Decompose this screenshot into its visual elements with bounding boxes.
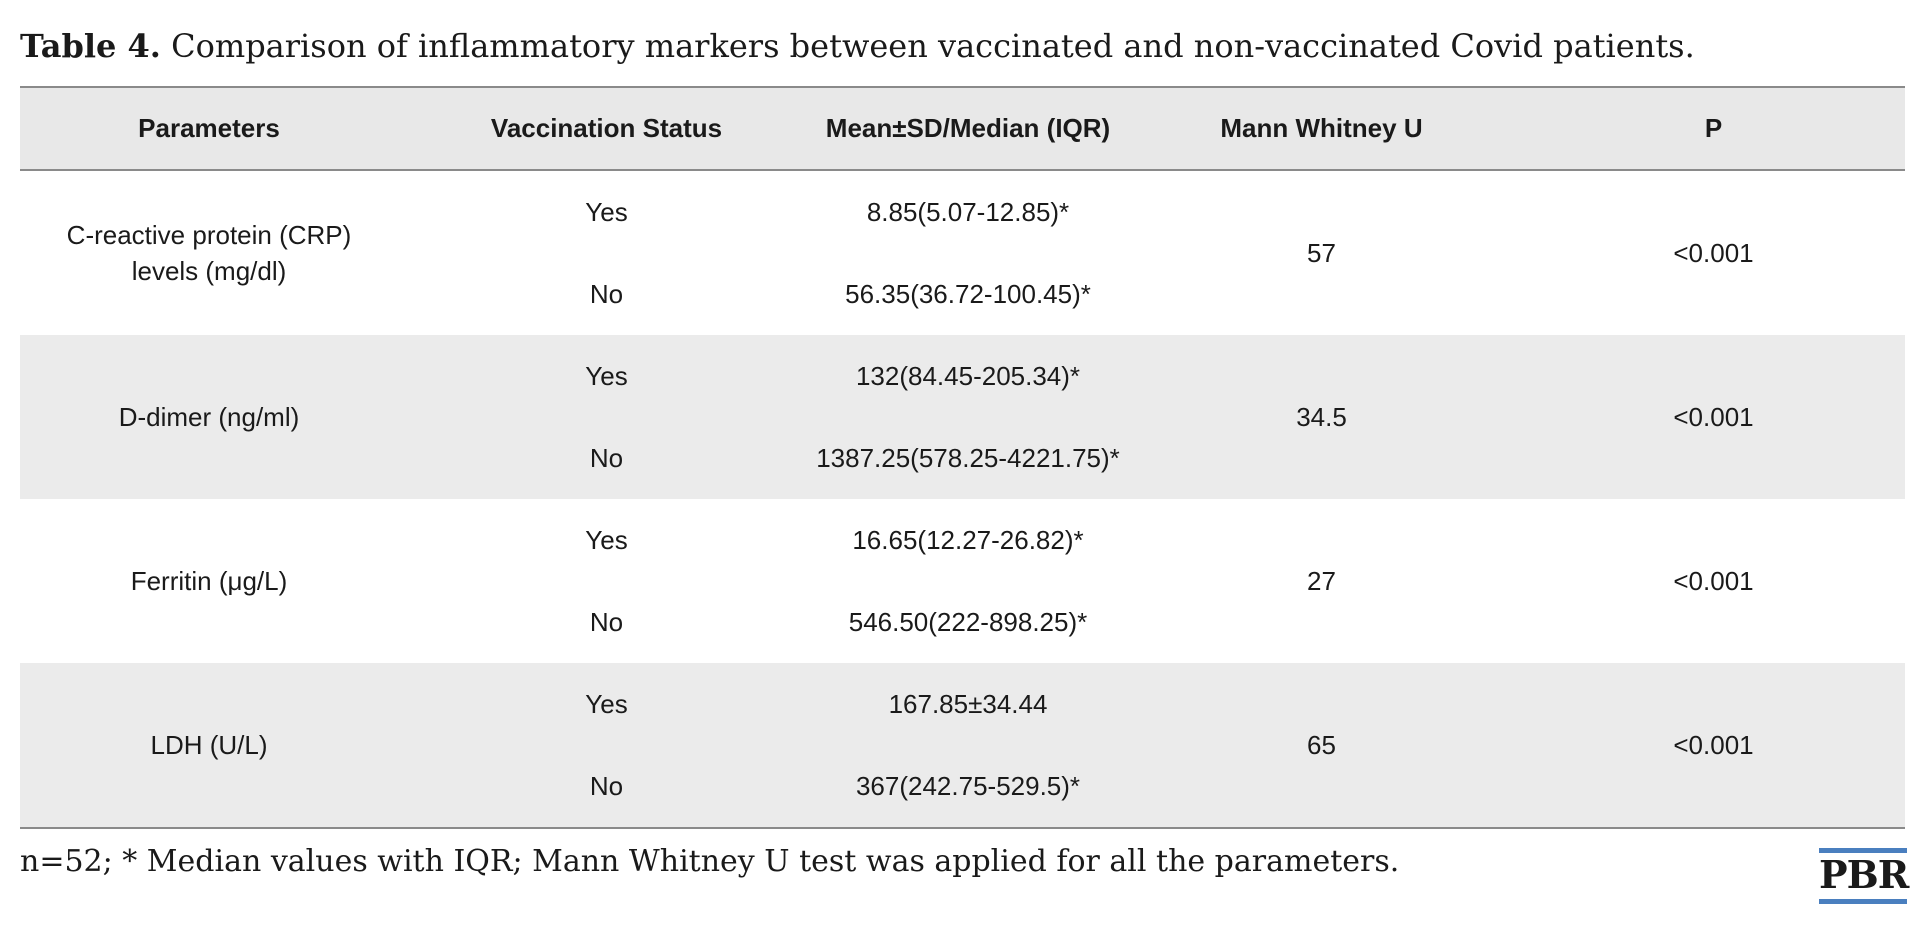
parameter-cell [20, 663, 398, 827]
table-footnote: n=52; * Median values with IQR; Mann Whitney U test was applied for all the parameters. [20, 844, 1400, 879]
value-cell: 1387.25(578.25-4221.75)* [816, 443, 1120, 473]
status-cell: Yes [585, 197, 628, 227]
pbr-logo [1819, 848, 1907, 904]
table-row [20, 499, 1905, 581]
logo-bottom-bar [1819, 899, 1907, 904]
table-header [20, 88, 1905, 170]
value-cell: 56.35(36.72-100.45)* [845, 279, 1091, 309]
group-d-dimer [20, 335, 1905, 499]
header-mean-sd-median: Mean±SD/Median (IQR) [825, 113, 1111, 143]
status-cell: Yes [585, 525, 628, 555]
parameter-cell [20, 335, 398, 499]
header-vaccination-status: Vaccination Status [490, 113, 723, 143]
mann-whitney-cell: 34.5 [1296, 402, 1347, 432]
status-cell: Yes [585, 361, 628, 391]
value-cell: 546.50(222-898.25)* [848, 607, 1088, 637]
status-cell: No [589, 279, 624, 309]
mann-whitney-cell: 57 [1307, 238, 1336, 268]
logo-text: PBR [1819, 852, 1909, 897]
value-cell: 367(242.75-529.5)* [855, 771, 1081, 801]
mann-whitney-cell: 27 [1307, 566, 1336, 596]
table-row [20, 170, 1905, 253]
header-mann-whitney-u: Mann Whitney U [1220, 113, 1423, 143]
value-cell: 16.65(12.27-26.82)* [852, 525, 1084, 555]
parameter-name: C-reactive protein (CRP) levels (mg/dl) [66, 220, 352, 286]
parameter-name: D-dimer (ng/ml) [118, 402, 300, 432]
inflammatory-markers-table [20, 88, 1905, 827]
status-cell: No [589, 443, 624, 473]
parameter-cell [20, 170, 398, 335]
p-value-cell: <0.001 [1673, 730, 1754, 760]
mann-whitney-cell: 65 [1307, 730, 1336, 760]
p-value-cell: <0.001 [1673, 238, 1754, 268]
status-cell: No [589, 771, 624, 801]
group-crp [20, 170, 1905, 335]
header-p: P [1704, 113, 1723, 143]
value-cell: 167.85±34.44 [888, 689, 1048, 719]
table-row [20, 663, 1905, 745]
value-cell: 8.85(5.07-12.85)* [866, 197, 1070, 227]
table-row [20, 335, 1905, 417]
table-caption-label: Table 4. [20, 27, 161, 65]
group-ldh [20, 663, 1905, 827]
status-cell: Yes [585, 689, 628, 719]
table-caption-text: Comparison of inflammatory markers between vaccinated and non-vaccinated Covid patients. [160, 27, 1695, 65]
parameter-cell [20, 499, 398, 663]
header-parameters: Parameters [138, 113, 280, 143]
data-table-container [20, 86, 1905, 829]
group-ferritin [20, 499, 1905, 663]
p-value-cell: <0.001 [1673, 566, 1754, 596]
parameter-name: LDH (U/L) [150, 730, 268, 760]
p-value-cell: <0.001 [1673, 402, 1754, 432]
header-row [20, 88, 1905, 170]
value-cell: 132(84.45-205.34)* [855, 361, 1081, 391]
status-cell: No [589, 607, 624, 637]
parameter-name: Ferritin (μg/L) [130, 566, 288, 596]
table-caption [20, 22, 1695, 70]
